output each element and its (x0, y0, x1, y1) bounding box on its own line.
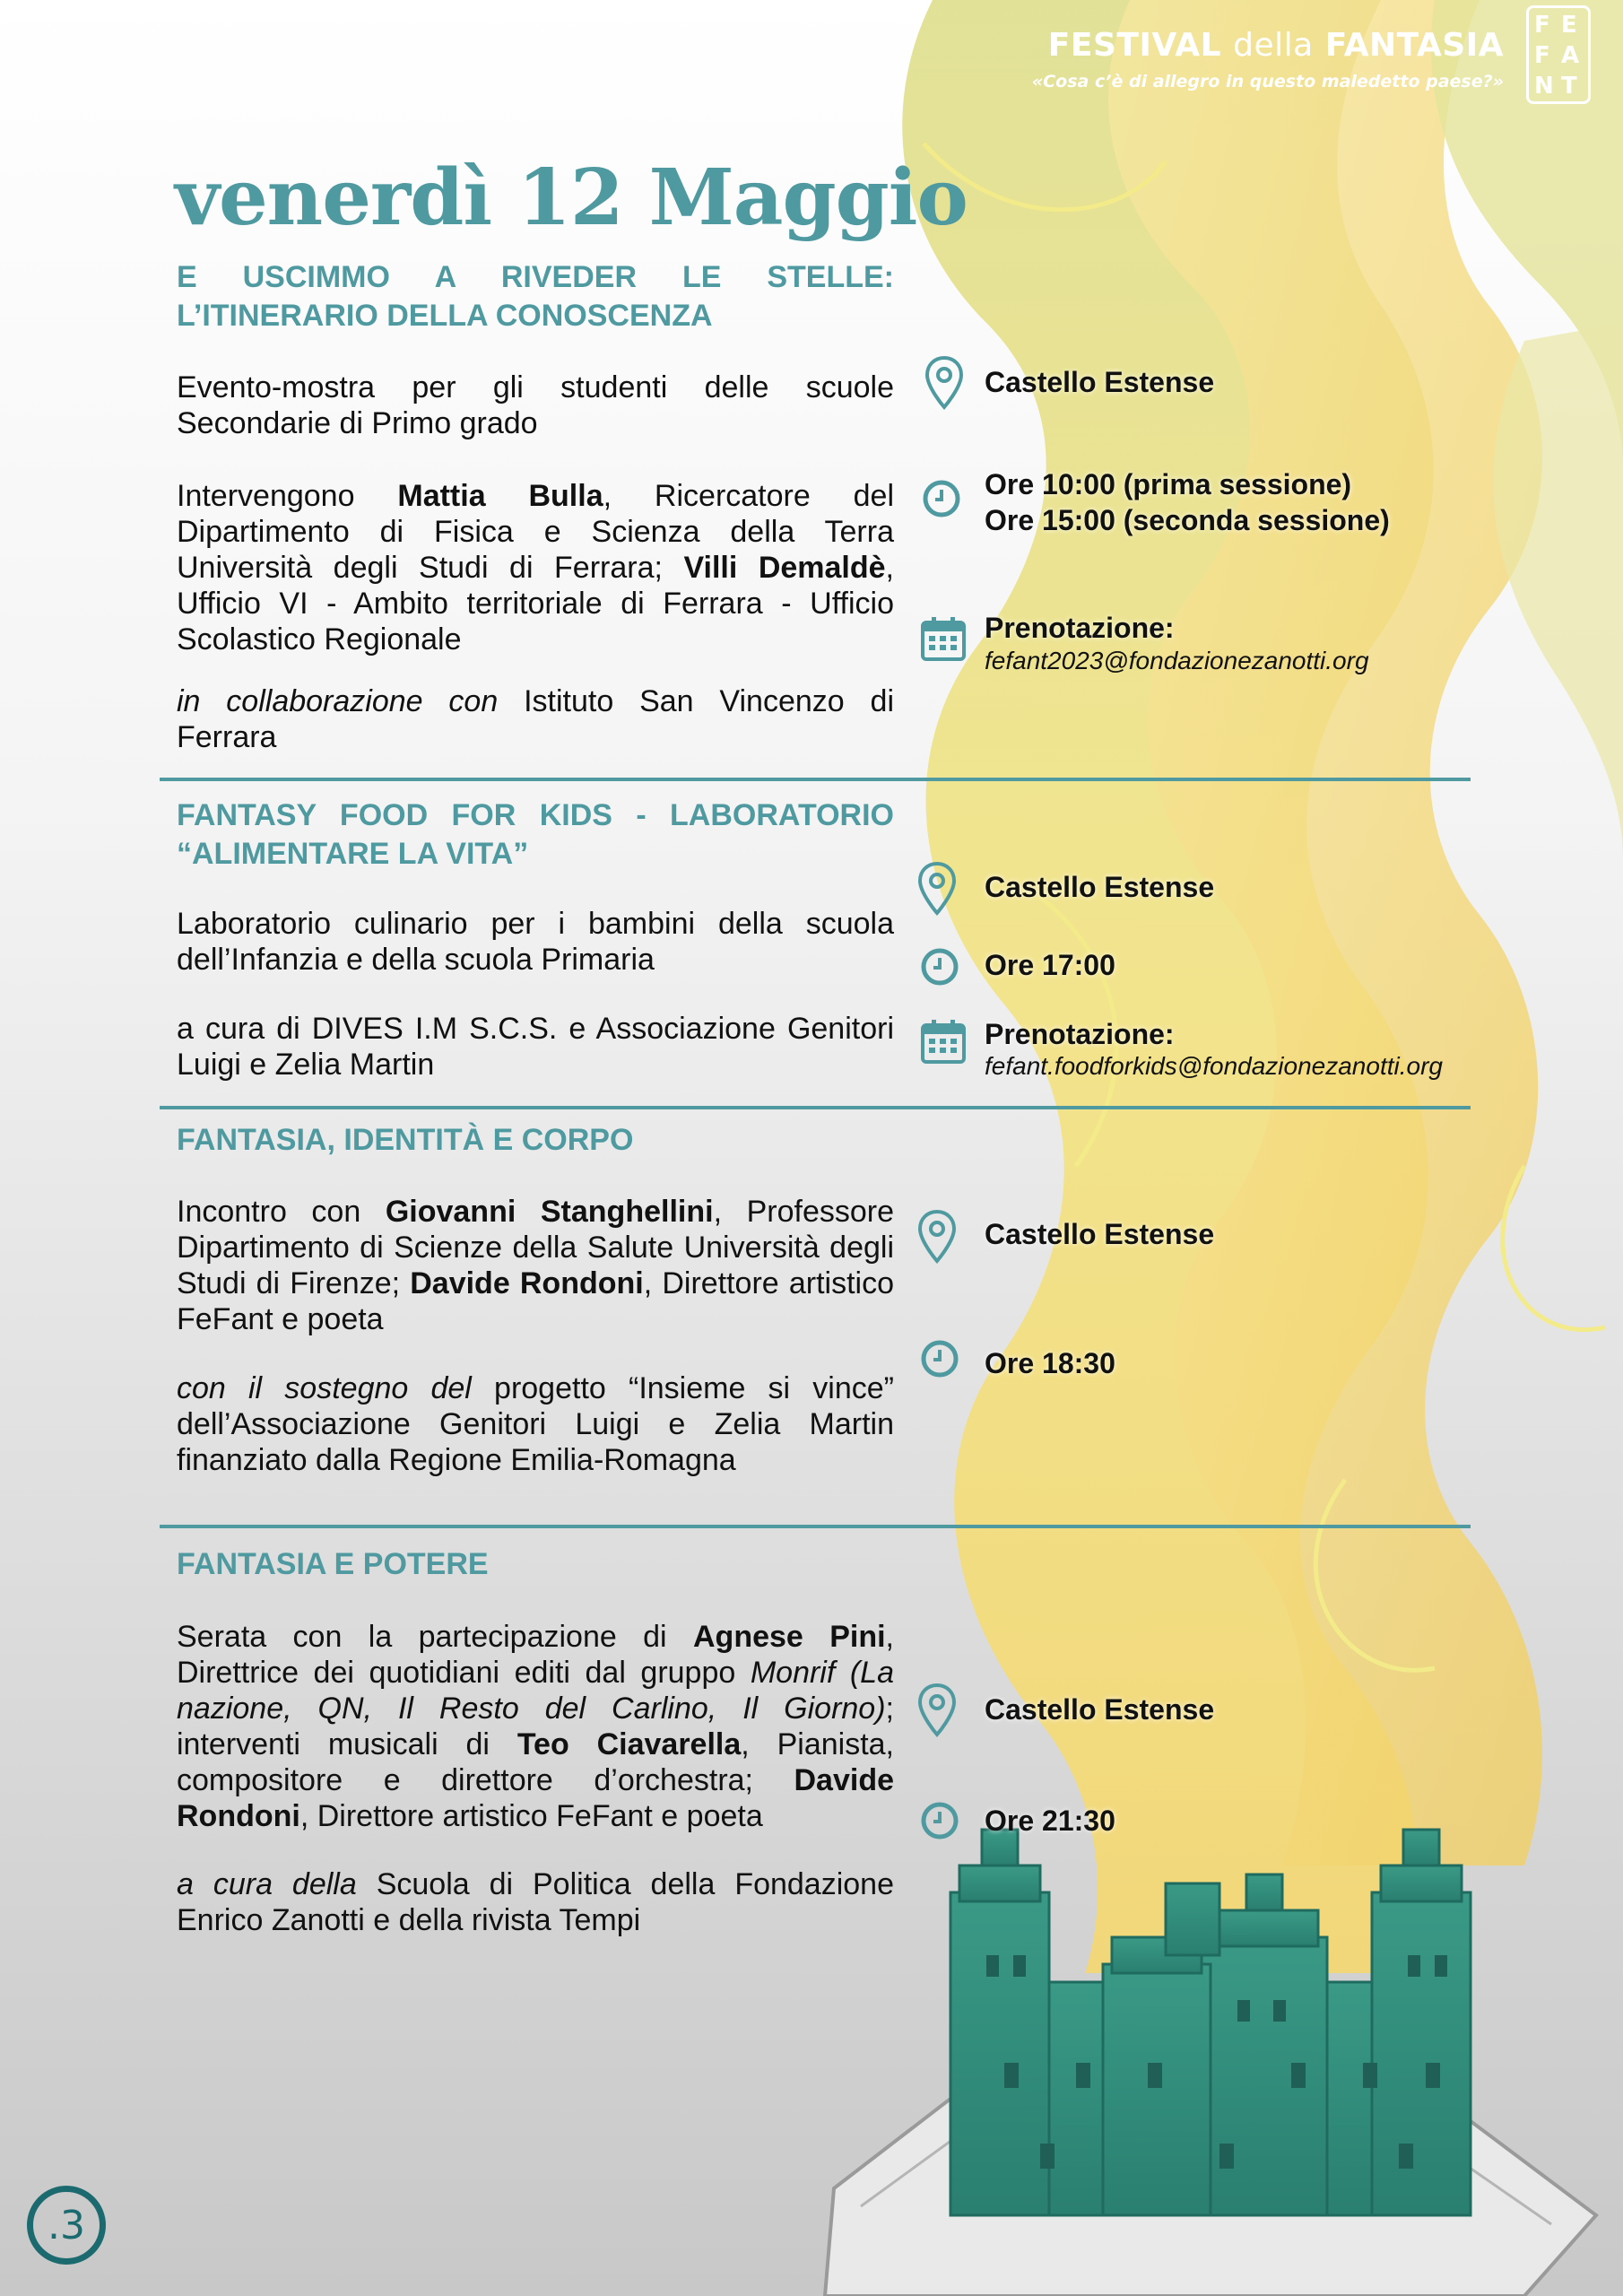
fantasia-word: FANTASIA (1324, 27, 1504, 64)
section-1-booking-email[interactable]: fefant2023@fondazionezanotti.org (985, 647, 1369, 674)
clock-icon (922, 479, 961, 518)
section-1-booking-label: Prenotazione: (985, 612, 1175, 644)
section-2-booking-email[interactable]: fefant.foodforkids@fondazionezanotti.org (985, 1052, 1443, 1080)
section-2-location: Castello Estense (985, 871, 1215, 903)
section-1-description: Evento-mostra per gli studenti delle scuole Secondarie di Primo grado (177, 370, 894, 440)
location-pin-icon (916, 1209, 958, 1265)
location-pin-icon (924, 355, 965, 411)
section-2-title: FANTASY FOOD FOR KIDS - LABORATORIO “ALIMENTARE LA VITA” (177, 798, 894, 871)
section-divider (160, 778, 1471, 781)
section-divider (160, 1525, 1471, 1528)
section-2-description: Laboratorio culinario per i bambini della scuola dell’Infanzia e della scuola Primaria (177, 907, 894, 977)
calendar-icon (920, 1018, 967, 1065)
section-2-organizers: a cura di DIVES I.M S.C.S. e Associazione Genitori Luigi e Zelia Martin (177, 1012, 894, 1082)
section-4-title: FANTASIA E POTERE (177, 1547, 489, 1581)
section-1-location: Castello Estense (985, 366, 1215, 398)
section-divider (160, 1106, 1471, 1109)
clock-icon (920, 1801, 959, 1840)
festival-word: FESTIVAL (1047, 27, 1222, 64)
section-3-support: con il sostegno del progetto “Insieme si vince” dell’Associazione Genitori Luigi e Zelia Martin finanziato dalla Regione Emilia-Romagna (177, 1371, 894, 1477)
section-1-time-1: Ore 10:00 (prima sessione) (985, 468, 1352, 500)
festival-title (1048, 27, 1504, 64)
section-3-time: Ore 18:30 (985, 1347, 1115, 1379)
section-1-time-2: Ore 15:00 (seconda sessione) (985, 504, 1390, 536)
section-2-booking-label: Prenotazione: (985, 1018, 1175, 1050)
section-3-title: FANTASIA, IDENTITÀ E CORPO (177, 1123, 634, 1157)
section-2-time: Ore 17:00 (985, 949, 1115, 981)
section-4-time: Ore 21:30 (985, 1805, 1115, 1837)
section-3-location: Castello Estense (985, 1218, 1215, 1250)
page-number: .3 (27, 2186, 106, 2265)
section-4-curated-by: a cura della Scuola di Politica della Fondazione Enrico Zanotti e della rivista Tempi (177, 1867, 894, 1937)
section-3-speakers: Incontro con Giovanni Stanghellini, Professore Dipartimento di Scienze della Salute Università degli Studi di Firenze; Davide Rondoni, Direttore artistico FeFant e poeta (177, 1195, 894, 1336)
page-date-heading: venerdì 12 Maggio (175, 152, 968, 243)
clock-icon (920, 1339, 959, 1378)
section-1-collaboration: in collaborazione con Istituto San Vincenzo di Ferrara (177, 684, 894, 754)
section-1-speakers: Intervengono Mattia Bulla, Ricercatore del Dipartimento di Fisica e Scienza della Terra Università degli Studi di Ferrara; Villi Demaldè, Ufficio VI - Ambito territoriale di Ferrara - Ufficio Scolastico Regionale (177, 479, 895, 657)
clock-icon (920, 947, 959, 987)
location-pin-icon (916, 1683, 958, 1738)
della-word: della (1233, 27, 1314, 64)
section-4-participants: Serata con la partecipazione di Agnese Pini, Direttrice dei quotidiani editi dal gruppo Monrif (La nazione, QN, Il Resto del Carlino, Il Giorno); interventi musicali di Teo Ciavarella, Pianista, compositore e direttore d’orchestra; Davide Rondoni, Direttore artistico FeFant e poeta (177, 1620, 894, 1833)
fefant-logo: F E F A N T (1526, 5, 1591, 104)
location-pin-icon (916, 861, 958, 917)
calendar-icon (920, 615, 967, 662)
festival-subtitle: «Cosa c’è di allegro in questo maledetto paese?» (1031, 72, 1504, 91)
section-4-location: Castello Estense (985, 1693, 1215, 1726)
section-1-title: E USCIMMO A RIVEDER LE STELLE: L’ITINERARIO DELLA CONOSCENZA (177, 260, 894, 333)
